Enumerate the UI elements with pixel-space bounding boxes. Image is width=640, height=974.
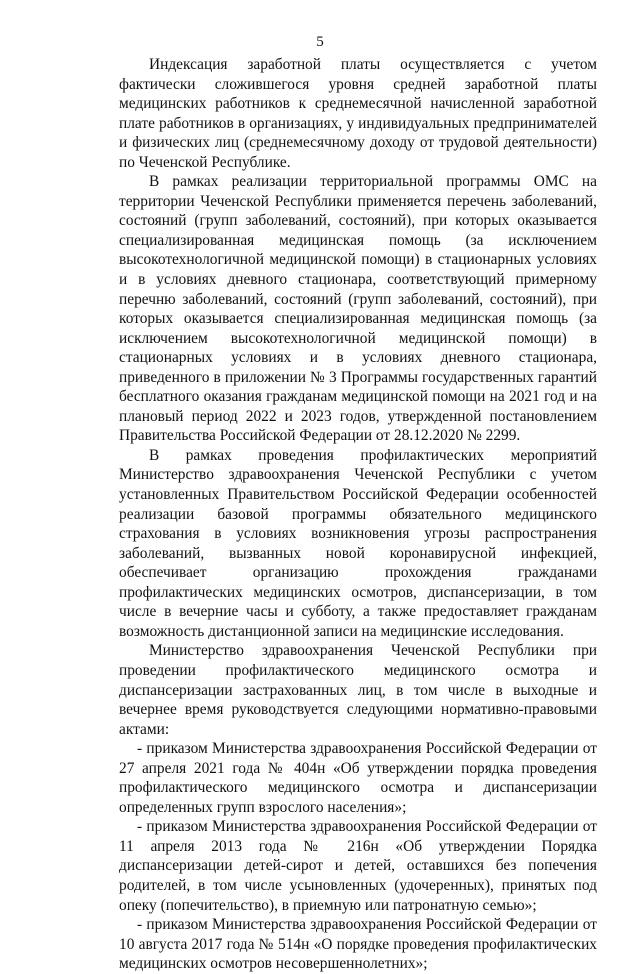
- list-item-order-216n: - приказом Министерства здравоохранения Российской Федерации от 11 апреля 2013 года № 216н «Об утверждении Порядка диспансеризации детей-сирот и детей, оставшихся без попечения родителей, в том числе усыновленных (удочеренных), принятых под опеку (попечительство), в приемную или патронатную семью»;: [119, 818, 597, 914]
- paragraph-regulatory-acts: Министерство здравоохранения Чеченской Республики при проведении профилактического медицинского осмотра и диспансеризации застрахованных лиц, в том числе в выходные и вечернее время руководствуется следующими нормативно-правовыми актами:: [119, 642, 597, 738]
- paragraph-oms-program: В рамках реализации территориальной программы ОМС на территории Чеченской Республики применяется перечень заболеваний, состояний (групп заболеваний, состояний), при которых оказывается специализированная медицинская помощь (за исключением высокотехнологичной медицинской помощи) в стационарных условиях и в условиях дневного стационара, соответствующий примерному перечню заболеваний, состояний (групп заболеваний, состояний), при которых оказывается специализированная медицинская помощь (за исключением высокотехнологичной медицинской помощи) в стационарных условиях и в условиях дневного стационара, приведенного в приложении № 3 Программы государственных гарантий бесплатного оказания гражданам медицинской помощи на 2021 год и на плановый период 2022 и 2023 годов, утвержденной постановлением Правительства Российской Федерации от 28.12.2020 № 2299.: [119, 173, 597, 445]
- list-item-order-514n: - приказом Министерства здравоохранения Российской Федерации от 10 августа 2017 года № 514н «О порядке проведения профилактических медицинских осмотров несовершеннолетних»;: [119, 916, 597, 973]
- page-number: 5: [316, 34, 324, 50]
- list-item-order-404n: - приказом Министерства здравоохранения Российской Федерации от 27 апреля 2021 года № 404н «Об утверждении порядка проведения профилактического медицинского осмотра и диспансеризации определенных групп взрослого населения»;: [119, 740, 597, 816]
- paragraph-preventive-measures: В рамках проведения профилактических мероприятий Министерство здравоохранения Чеченской Республики с учетом установленных Правительством Российской Федерации особенностей реализации базовой программы обязательного медицинского страхования в условиях возникновения угрозы распространения заболеваний, вызванных новой коронавирусной инфекцией, обеспечивает организацию прохождения гражданами профилактических медицинских осмотров, диспансеризации, в том числе в вечерние часы и субботу, а также предоставляет гражданам возможность дистанционной записи на медицинские исследования.: [119, 446, 597, 640]
- document-body: [119, 55, 597, 974]
- paragraph-wage-indexation: Индексация заработной платы осуществляется с учетом фактически сложившегося уровня средней заработной платы медицинских работников к среднемесячной начисленной заработной плате работников в организациях, у индивидуальных предпринимателей и физических лиц (среднемесячному доходу от трудовой деятельности) по Чеченской Республике.: [119, 56, 597, 171]
